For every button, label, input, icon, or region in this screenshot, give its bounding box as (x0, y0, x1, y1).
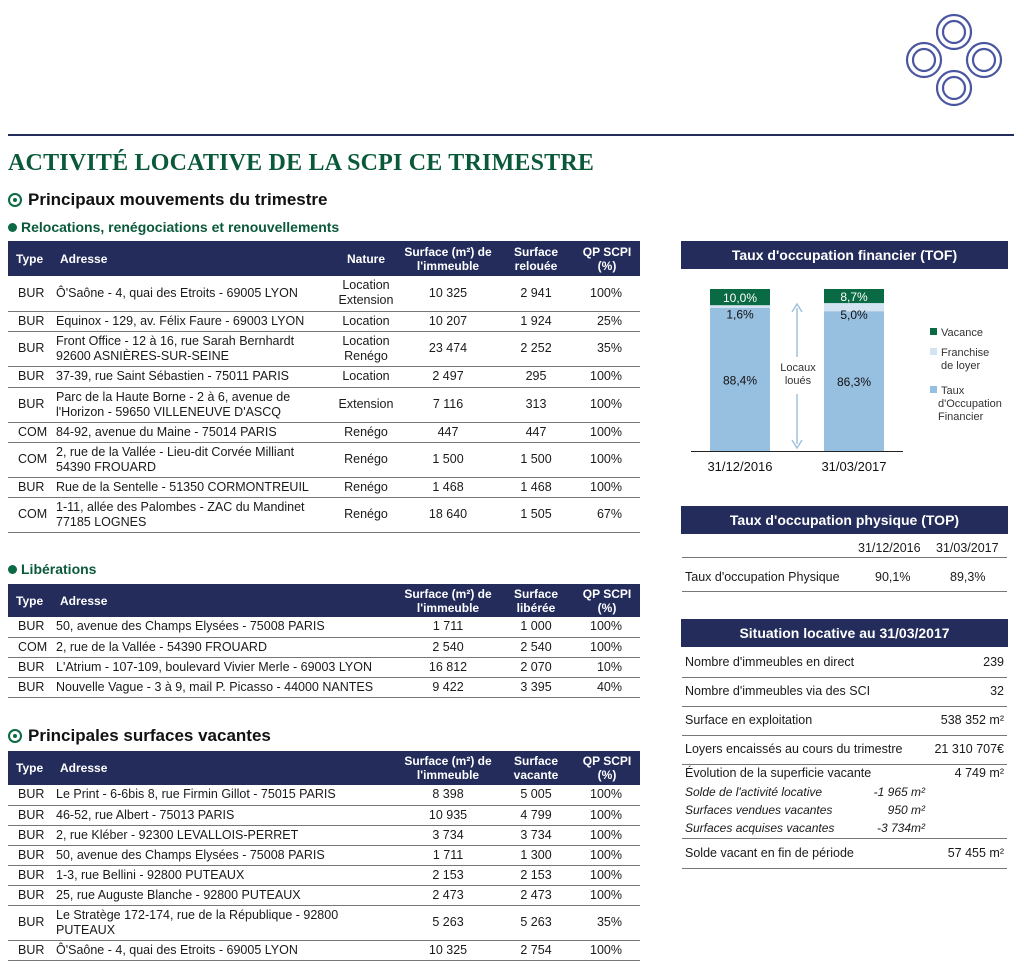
surface-vacante-cell: 2 754 (498, 940, 574, 960)
situation-value: 57 455 m² (947, 846, 1004, 860)
qp-cell: 100% (574, 940, 640, 960)
section-icon (8, 729, 22, 743)
qp-cell: 100% (574, 805, 640, 825)
surface-immeuble-cell: 447 (398, 422, 498, 442)
situation-value: 239 (983, 654, 1004, 669)
table-row (8, 785, 640, 805)
type-cell: BUR (8, 905, 52, 940)
relocations-table (8, 241, 640, 533)
top-divider (8, 134, 1014, 136)
legend-label: Franchise de loyer (941, 347, 990, 372)
nature-cell: Extension (334, 387, 398, 422)
situation-subrow (682, 802, 1007, 820)
address-cell: 1-3, rue Bellini - 92800 PUTEAUX (52, 865, 398, 885)
address-cell: 2, rue de la Vallée - Lieu-dit Corvée Milliant 54390 FROUARD (52, 442, 334, 477)
type-cell: COM (8, 497, 52, 532)
nature-cell: Location (334, 311, 398, 331)
surface-relouee-cell: 313 (498, 387, 574, 422)
address-cell: Ô'Saône - 4, quai des Etroits - 69005 LYON (52, 940, 398, 960)
situation-label: Surfaces vendues vacantes (685, 803, 833, 817)
vacantes-table (8, 751, 640, 961)
surface-immeuble-cell: 3 734 (398, 825, 498, 845)
address-cell: Le Stratège 172-174, rue de la République - 92800 PUTEAUX (52, 905, 398, 940)
nature-cell: Renégo (334, 422, 398, 442)
surface-immeuble-cell: 2 153 (398, 865, 498, 885)
situation-label: Loyers encaissés au cours du trimestre (685, 741, 903, 756)
surface-relouee-cell: 1 505 (498, 497, 574, 532)
situation-label: Nombre d'immeubles via des SCI (685, 683, 871, 698)
surface-relouee-cell: 1 468 (498, 477, 574, 497)
surface-immeuble-cell: 1 711 (398, 845, 498, 865)
type-cell: COM (8, 442, 52, 477)
address-cell: 1-11, allée des Palombes - ZAC du Mandinet 77185 LOGNES (52, 497, 334, 532)
legend-label: Taux d'Occupation Financier (938, 385, 1002, 423)
nature-cell: Location Extension (334, 276, 398, 311)
legend-swatch (930, 328, 937, 335)
qp-cell: 40% (574, 677, 640, 697)
table-row (8, 276, 640, 311)
bullet-icon (8, 565, 17, 574)
section-heading-vacantes: Principales surfaces vacantes (8, 726, 271, 746)
table-header-row: Type Adresse Surface (m²) de l'immeuble Surface libérée QP SCPI (%) (8, 584, 640, 617)
tof-chart (681, 272, 1008, 482)
qp-cell: 67% (574, 497, 640, 532)
table-header-row: Type Adresse Surface (m²) de l'immeuble Surface vacante QP SCPI (%) (8, 751, 640, 785)
table-row (8, 905, 640, 940)
address-cell: Front Office - 12 à 16, rue Sarah Bernhardt 92600 ASNIÈRES-SUR-SEINE (52, 331, 334, 366)
address-cell: 50, avenue des Champs Elysées - 75008 PARIS (52, 845, 398, 865)
table-row (8, 387, 640, 422)
section-icon (8, 193, 22, 207)
liberations-table (8, 584, 640, 698)
address-cell: 84-92, avenue du Maine - 75014 PARIS (52, 422, 334, 442)
surface-vacante-cell: 2 473 (498, 885, 574, 905)
situation-row (682, 706, 1007, 736)
type-cell: BUR (8, 276, 52, 311)
table-row (8, 805, 640, 825)
qp-cell: 100% (574, 825, 640, 845)
type-cell: BUR (8, 805, 52, 825)
surface-relouee-cell: 2 941 (498, 276, 574, 311)
type-cell: BUR (8, 885, 52, 905)
table-row (8, 677, 640, 697)
situation-row (682, 677, 1007, 707)
tof-data-label: 86,3% (836, 375, 872, 390)
qp-cell: 100% (574, 785, 640, 805)
table-row (8, 825, 640, 845)
situation-label: Solde vacant en fin de période (685, 846, 854, 860)
table-row (8, 845, 640, 865)
surface-relouee-cell: 1 924 (498, 311, 574, 331)
tof-data-label: 88,4% (722, 373, 758, 388)
situation-subrow (682, 784, 1007, 802)
situation-label: Surface en exploitation (685, 712, 813, 727)
address-cell: 2, rue Kléber - 92300 LEVALLOIS-PERRET (52, 825, 398, 845)
nature-cell: Location Renégo (334, 331, 398, 366)
type-cell: BUR (8, 845, 52, 865)
surface-vacante-cell: 1 300 (498, 845, 574, 865)
top-value-2016: 90,1% (875, 570, 911, 584)
surface-immeuble-cell: 10 325 (398, 276, 498, 311)
nature-cell: Location (334, 366, 398, 387)
tof-category-label: 31/12/2016 (707, 459, 773, 474)
address-cell: L'Atrium - 107-109, boulevard Vivier Merle - 69003 LYON (52, 657, 398, 677)
surface-vacante-cell: 4 799 (498, 805, 574, 825)
type-cell: BUR (8, 825, 52, 845)
surface-relouee-cell: 295 (498, 366, 574, 387)
situation-row-evolution (682, 764, 1007, 784)
top-col-2016: 31/12/2016 (858, 541, 921, 555)
top-row-label: Taux d'occupation Physique (685, 570, 840, 584)
locaux-loues-label: Locaux loués (780, 362, 816, 387)
surface-immeuble-cell: 5 263 (398, 905, 498, 940)
table-row (8, 497, 640, 532)
top-col-2017: 31/03/2017 (936, 541, 999, 555)
qp-cell: 100% (574, 366, 640, 387)
surface-immeuble-cell: 2 540 (398, 637, 498, 657)
surface-relouee-cell: 447 (498, 422, 574, 442)
situation-row (682, 648, 1007, 678)
surface-relouee-cell: 2 252 (498, 331, 574, 366)
situation-label: Nombre d'immeubles en direct (685, 654, 855, 669)
table-row (8, 422, 640, 442)
surface-vacante-cell: 5 263 (498, 905, 574, 940)
subsection-heading-liberations: Libérations (8, 561, 96, 577)
tof-data-label: 10,0% (722, 291, 758, 306)
surface-liberee-cell: 3 395 (498, 677, 574, 697)
situation-value: 21 310 707€ (934, 741, 1004, 756)
surface-immeuble-cell: 8 398 (398, 785, 498, 805)
surface-liberee-cell: 2 540 (498, 637, 574, 657)
situation-label: Évolution de la superficie vacante (685, 766, 872, 780)
address-cell: 50, avenue des Champs Elysées - 75008 PARIS (52, 617, 398, 637)
type-cell: BUR (8, 477, 52, 497)
surface-immeuble-cell: 7 116 (398, 387, 498, 422)
type-cell: BUR (8, 657, 52, 677)
qp-cell: 100% (574, 387, 640, 422)
page-title: ACTIVITÉ LOCATIVE DE LA SCPI CE TRIMESTRE (8, 150, 595, 176)
legend-swatch (930, 348, 937, 355)
address-cell: Nouvelle Vague - 3 à 9, mail P. Picasso - 44000 NANTES (52, 677, 398, 697)
qp-cell: 35% (574, 905, 640, 940)
type-cell: BUR (8, 311, 52, 331)
logo-icon (900, 8, 1008, 112)
surface-relouee-cell: 1 500 (498, 442, 574, 477)
address-cell: Ô'Saône - 4, quai des Etroits - 69005 LYON (52, 276, 334, 311)
legend-label: Vacance (941, 327, 983, 339)
address-cell: 2, rue de la Vallée - 54390 FROUARD (52, 637, 398, 657)
surface-vacante-cell: 3 734 (498, 825, 574, 845)
table-row (8, 331, 640, 366)
situation-value: -1 965 m² (873, 785, 925, 799)
situation-label: Solde de l'activité locative (685, 785, 823, 799)
legend-swatch (930, 386, 937, 393)
qp-cell: 35% (574, 331, 640, 366)
type-cell: BUR (8, 617, 52, 637)
address-cell: Rue de la Sentelle - 51350 CORMONTREUIL (52, 477, 334, 497)
situation-value: 950 m² (887, 803, 925, 817)
top-value-2017: 89,3% (950, 570, 986, 584)
address-cell: Parc de la Haute Borne - 2 à 6, avenue de l'Horizon - 59650 VILLENEUVE D'ASCQ (52, 387, 334, 422)
table-row (8, 442, 640, 477)
table-row (8, 477, 640, 497)
surface-immeuble-cell: 1 500 (398, 442, 498, 477)
situation-value: 32 (990, 683, 1004, 698)
surface-immeuble-cell: 2 473 (398, 885, 498, 905)
surface-immeuble-cell: 23 474 (398, 331, 498, 366)
surface-immeuble-cell: 1 468 (398, 477, 498, 497)
qp-cell: 100% (574, 617, 640, 637)
surface-immeuble-cell: 9 422 (398, 677, 498, 697)
surface-immeuble-cell: 1 711 (398, 617, 498, 637)
type-cell: BUR (8, 387, 52, 422)
subsection-heading-relocations: Relocations, renégociations et renouvellements (8, 219, 339, 235)
bullet-icon (8, 223, 17, 232)
tof-category-label: 31/03/2017 (821, 459, 887, 474)
type-cell: COM (8, 422, 52, 442)
section-heading-mouvements: Principaux mouvements du trimestre (8, 190, 327, 210)
qp-cell: 10% (574, 657, 640, 677)
situation-row (682, 735, 1007, 765)
table-row (8, 940, 640, 960)
qp-cell: 100% (574, 477, 640, 497)
tof-data-label: 5,0% (840, 308, 868, 323)
situation-value: -3 734m² (876, 821, 925, 835)
qp-cell: 100% (574, 276, 640, 311)
type-cell: BUR (8, 677, 52, 697)
qp-cell: 100% (574, 885, 640, 905)
tof-data-label: 8,7% (840, 290, 868, 305)
type-cell: BUR (8, 785, 52, 805)
table-row (8, 617, 640, 637)
situation-value: 4 749 m² (954, 766, 1004, 780)
qp-cell: 100% (574, 637, 640, 657)
address-cell: 46-52, rue Albert - 75013 PARIS (52, 805, 398, 825)
nature-cell: Renégo (334, 497, 398, 532)
qp-cell: 100% (574, 845, 640, 865)
table-row (8, 311, 640, 331)
table-row (8, 366, 640, 387)
type-cell: BUR (8, 940, 52, 960)
qp-cell: 100% (574, 865, 640, 885)
qp-cell: 100% (574, 442, 640, 477)
surface-immeuble-cell: 10 325 (398, 940, 498, 960)
surface-vacante-cell: 5 005 (498, 785, 574, 805)
surface-liberee-cell: 1 000 (498, 617, 574, 637)
qp-cell: 100% (574, 422, 640, 442)
address-cell: Le Print - 6-6bis 8, rue Firmin Gillot - 75015 PARIS (52, 785, 398, 805)
table-row (8, 885, 640, 905)
address-cell: 25, rue Auguste Blanche - 92800 PUTEAUX (52, 885, 398, 905)
situation-row-final (682, 840, 1007, 869)
type-cell: BUR (8, 366, 52, 387)
table-header-row: Type Adresse Nature Surface (m²) de l'immeuble Surface relouée QP SCPI (%) (8, 241, 640, 276)
situation-title: Situation locative au 31/03/2017 (681, 619, 1008, 647)
type-cell: BUR (8, 331, 52, 366)
type-cell: BUR (8, 865, 52, 885)
top-title: Taux d'occupation physique (TOP) (681, 506, 1008, 534)
table-row (8, 657, 640, 677)
situation-label: Surfaces acquises vacantes (685, 821, 835, 835)
table-row (8, 865, 640, 885)
nature-cell: Renégo (334, 477, 398, 497)
situation-subrow (682, 820, 1007, 839)
tof-title: Taux d'occupation financier (TOF) (681, 241, 1008, 269)
surface-vacante-cell: 2 153 (498, 865, 574, 885)
surface-immeuble-cell: 10 935 (398, 805, 498, 825)
surface-immeuble-cell: 2 497 (398, 366, 498, 387)
qp-cell: 25% (574, 311, 640, 331)
situation-value: 538 352 m² (940, 712, 1004, 727)
surface-immeuble-cell: 18 640 (398, 497, 498, 532)
surface-immeuble-cell: 16 812 (398, 657, 498, 677)
surface-immeuble-cell: 10 207 (398, 311, 498, 331)
tof-data-label: 1,6% (726, 307, 754, 322)
address-cell: Equinox - 129, av. Félix Faure - 69003 LYON (52, 311, 334, 331)
nature-cell: Renégo (334, 442, 398, 477)
surface-liberee-cell: 2 070 (498, 657, 574, 677)
address-cell: 37-39, rue Saint Sébastien - 75011 PARIS (52, 366, 334, 387)
table-row (8, 637, 640, 657)
type-cell: COM (8, 637, 52, 657)
